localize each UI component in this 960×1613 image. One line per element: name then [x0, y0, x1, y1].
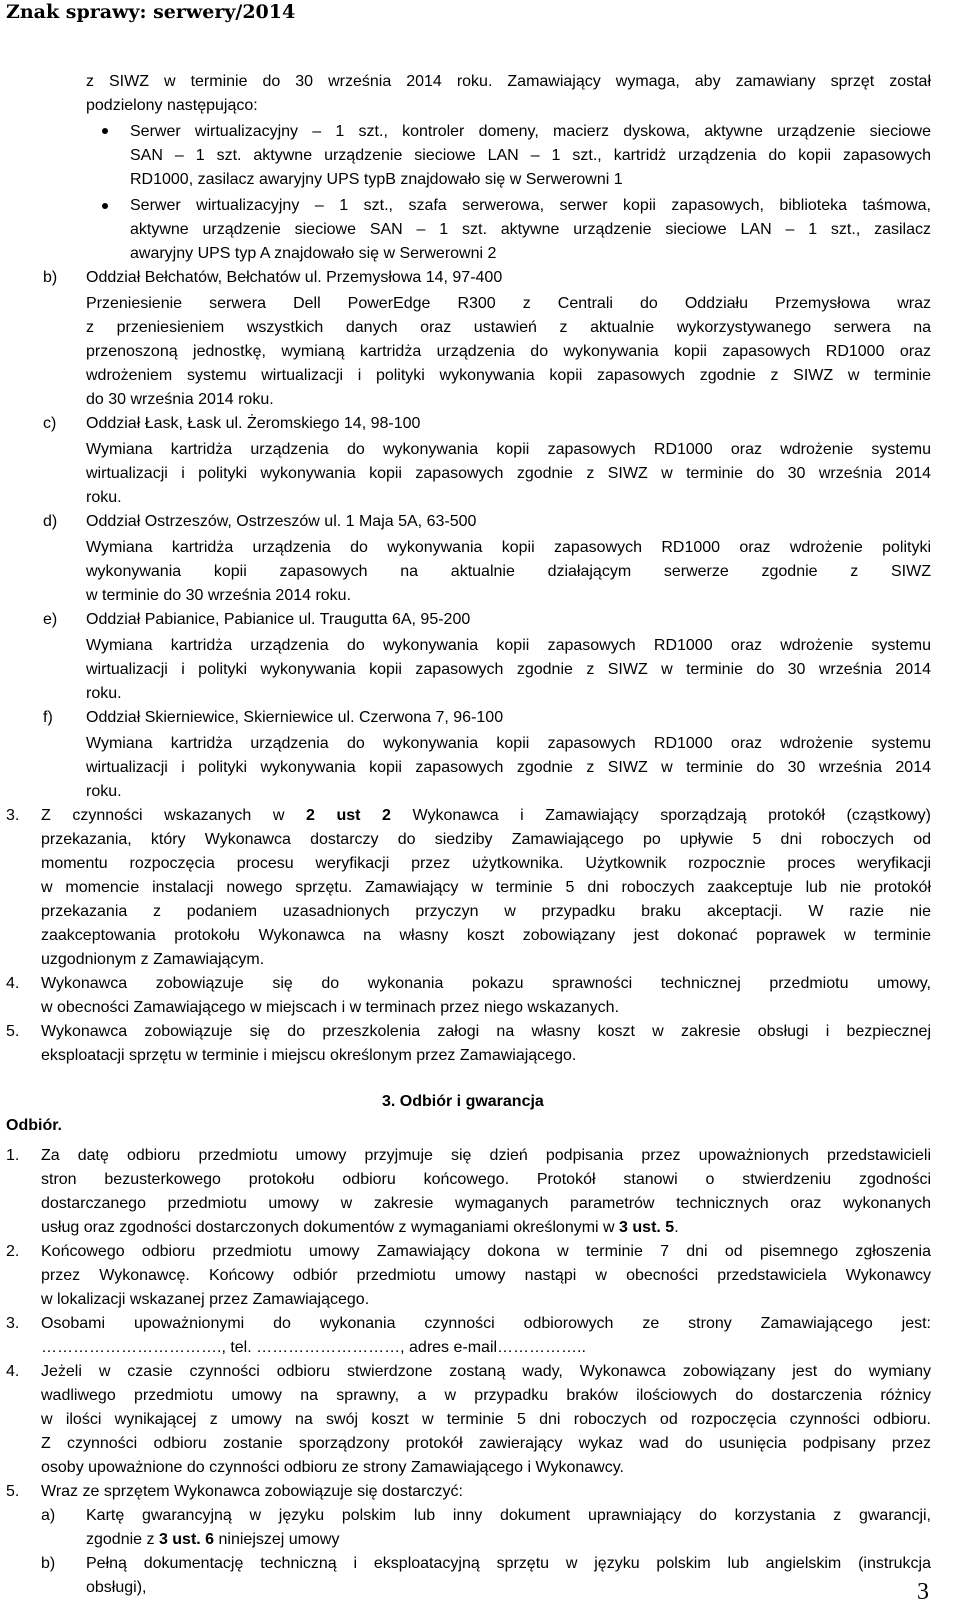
paragraph-line: wirtualizacji i polityki wykonywania kopii zapasowych zgodnie z SIWZ w terminie do 30 września 2014 — [86, 465, 931, 482]
list-number: 4. — [6, 975, 20, 992]
paragraph-line: stron bezusterkowego protokołu odbioru końcowego. Protokół stanowi o stwierdzeniu zgodności — [41, 1171, 931, 1188]
section-reference: 3 ust. 5 — [619, 1219, 675, 1236]
page-number: 3 — [917, 1579, 929, 1605]
bullet-line: aktywne urządzenie sieciowe SAN – 1 szt. aktywne urządzenie sieciowe LAN – 1 szt., zasilacz — [130, 221, 931, 238]
subsection-heading: Odbiór. — [6, 1117, 62, 1134]
paragraph-line: eksploatacji sprzętu w terminie i miejscu określonym przez Zamawiającego. — [41, 1047, 577, 1064]
paragraph-line: przenoszoną jednostkę, wymianą kartridża urządzenia do wykonywania kopii zapasowych RD1000 oraz — [86, 343, 931, 360]
paragraph-line: Wymiana kartridża urządzenia do wykonywania kopii zapasowych RD1000 oraz wdrożenie polityki — [86, 539, 931, 556]
list-number: 2. — [6, 1243, 20, 1260]
list-number: 3. — [6, 1315, 20, 1332]
paragraph-line: uzgodnionym z Zamawiającym. — [41, 951, 265, 968]
list-marker: b) — [43, 269, 58, 286]
paragraph-line: w lokalizacji wskazanej przez Zamawiającego. — [41, 1291, 370, 1308]
paragraph-line: osoby upoważnione do czynności odbioru ze strony Zamawiającego i Wykonawcy. — [41, 1459, 624, 1476]
paragraph-line: obsługi), — [86, 1579, 147, 1596]
paragraph-line: zgodnie z 3 ust. 6 niniejszej umowy — [86, 1531, 340, 1548]
paragraph-line: roku. — [86, 489, 122, 506]
paragraph-line: Wykonawca zobowiązuje się do przeszkolenia załogi na własny koszt w zakresie obsługi i bezpiecznej — [41, 1023, 931, 1040]
bullet-line: SAN – 1 szt. aktywne urządzenie sieciowe LAN – 1 szt., kartridż urządzenia do kopii zapasowych — [130, 147, 931, 164]
paragraph-line: wdrożeniem systemu wirtualizacji i polityki wykonywania kopii zapasowych zgodnie z SIWZ w terminie — [86, 367, 931, 384]
branch-heading: Oddział Skierniewice, Skierniewice ul. Czerwona 7, 96-100 — [86, 709, 504, 726]
bullet-line: RD1000, zasilacz awaryjny UPS typB znajdowało się w Serwerowni 1 — [130, 171, 623, 188]
paragraph-line: dostarczanego przedmiotu umowy w zakresie wymaganych parametrów technicznych oraz wykonanych — [41, 1195, 931, 1212]
bullet-line: Serwer wirtualizacyjny – 1 szt., kontroler domeny, macierz dyskowa, aktywne urządzenie sieciowe — [130, 123, 931, 140]
branch-heading: Oddział Pabianice, Pabianice ul. Traugutta 6A, 95-200 — [86, 611, 471, 628]
list-marker: b) — [41, 1555, 56, 1572]
list-marker: d) — [43, 513, 58, 530]
list-number: 5. — [6, 1023, 20, 1040]
paragraph-line: wirtualizacji i polityki wykonywania kopii zapasowych zgodnie z SIWZ w terminie do 30 września 2014 — [86, 661, 931, 678]
paragraph-line: Wymiana kartridża urządzenia do wykonywania kopii zapasowych RD1000 oraz wdrożenie systemu — [86, 441, 931, 458]
branch-heading: Oddział Bełchatów, Bełchatów ul. Przemysłowa 14, 97-400 — [86, 269, 503, 286]
paragraph-line: podzielony następująco: — [86, 97, 258, 114]
paragraph-line: wykonywania kopii zapasowych na aktualnie działającym serwerze zgodnie z SIWZ — [86, 563, 931, 580]
section-reference: 3 ust. 6 — [158, 1531, 215, 1548]
paragraph-line: Wraz ze sprzętem Wykonawca zobowiązuje się dostarczyć: — [41, 1483, 463, 1500]
branch-heading: Oddział Łask, Łask ul. Żeromskiego 14, 98-100 — [86, 415, 421, 432]
bullet-line: awaryjny UPS typ A znajdowało się w Serwerowni 2 — [130, 245, 497, 262]
list-number: 5. — [6, 1483, 20, 1500]
paragraph-line: Z czynności wskazanych w 2 ust 2 Wykonawca i Zamawiający sporządzają protokół (cząstkowy) — [41, 807, 932, 824]
section-heading: 3. Odbiór i gwarancja — [382, 1093, 544, 1110]
list-marker: c) — [43, 415, 57, 432]
list-marker: e) — [43, 611, 58, 628]
paragraph-line: zaakceptowania protokołu Wykonawca na własny koszt zobowiązany jest dokonać poprawek w terminie — [41, 927, 931, 944]
paragraph-line: wirtualizacji i polityki wykonywania kopii zapasowych zgodnie z SIWZ w terminie do 30 września 2014 — [86, 759, 931, 776]
section-reference: 2 ust 2 — [306, 807, 391, 824]
paragraph-line: wadliwego przedmiotu umowy na sprawny, a w przypadku braków ilościowych do dostarczenia różnicy — [41, 1387, 931, 1404]
paragraph-line: roku. — [86, 685, 122, 702]
paragraph-line: przekazania, który Wykonawca dostarczy do siedziby Zamawiającego po upływie 5 dni roboczych od — [41, 831, 931, 848]
paragraph-line: przekazania z podaniem uzasadnionych przyczyn w przypadku braku akceptacji. W razie nie — [41, 903, 931, 920]
paragraph-line: z przeniesieniem wszystkich danych oraz ustawień z aktualnie wykorzystywanego serwera na — [86, 319, 931, 336]
paragraph-line: ……………………………., tel. ………………………, adres e-mail…………….. — [41, 1339, 586, 1356]
bullet-icon — [102, 203, 108, 209]
paragraph-line: roku. — [86, 783, 122, 800]
paragraph-line: Kartę gwarancyjną w języku polskim lub inny dokument uprawniający do korzystania z gwarancji, — [86, 1507, 931, 1524]
paragraph-line: Osobami upoważnionymi do wykonania czynności odbiorowych ze strony Zamawiającego jest: — [41, 1315, 931, 1332]
list-marker: f) — [43, 709, 53, 726]
branch-heading: Oddział Ostrzeszów, Ostrzeszów ul. 1 Maja 5A, 63-500 — [86, 513, 477, 530]
list-number: 3. — [6, 807, 20, 824]
paragraph-line: Wykonawca zobowiązuje się do wykonania pokazu sprawności technicznej przedmiotu umowy, — [41, 975, 931, 992]
paragraph-line: w momencie instalacji nowego sprzętu. Zamawiający w terminie 5 dni roboczych zaakceptuje lub nie protokół — [41, 879, 931, 896]
paragraph-line: Jeżeli w czasie czynności odbioru stwierdzone zostaną wady, Wykonawca zobowiązany jest do wymiany — [41, 1363, 931, 1380]
list-number: 1. — [6, 1147, 20, 1164]
bullet-icon — [102, 128, 108, 134]
paragraph-line: Wymiana kartridża urządzenia do wykonywania kopii zapasowych RD1000 oraz wdrożenie systemu — [86, 637, 931, 654]
paragraph-line: w terminie do 30 września 2014 roku. — [86, 587, 352, 604]
paragraph-line: do 30 września 2014 roku. — [86, 391, 274, 408]
case-number-header: Znak sprawy: serwery/2014 — [6, 1, 296, 23]
paragraph-line: usług oraz zgodności dostarczonych dokumentów z wymaganiami określonymi w 3 ust. 5. — [41, 1219, 679, 1236]
paragraph-line: Przeniesienie serwera Dell PowerEdge R300 z Centrali do Oddziału Przemysłowa wraz — [86, 295, 931, 312]
paragraph-line: Z czynności odbioru zostanie sporządzony protokół zawierający wykaz wad do usunięcia podpisany przez — [41, 1435, 931, 1452]
paragraph-line: przez Wykonawcę. Końcowy odbiór przedmiotu umowy nastąpi w obecności przedstawiciela Wykonawcy — [41, 1267, 931, 1284]
paragraph-line: w ilości wynikającej z umowy na swój koszt w terminie 5 dni roboczych od rozpoczęcia czynności odbioru. — [41, 1411, 931, 1428]
list-marker: a) — [41, 1507, 56, 1524]
list-number: 4. — [6, 1363, 20, 1380]
paragraph-line: w obecności Zamawiającego w miejscach i w terminach przez niego wskazanych. — [41, 999, 620, 1016]
paragraph-line: Końcowego odbioru przedmiotu umowy Zamawiający dokona w terminie 7 dni od pisemnego zgłoszenia — [41, 1243, 931, 1260]
bullet-line: Serwer wirtualizacyjny – 1 szt., szafa serwerowa, serwer kopii zapasowych, biblioteka taśmowa, — [130, 197, 931, 214]
paragraph-line: z SIWZ w terminie do 30 września 2014 roku. Zamawiający wymaga, aby zamawiany sprzęt został — [86, 73, 931, 90]
paragraph-line: Pełną dokumentację techniczną i eksploatacyjną sprzętu w języku polskim lub angielskim (instrukcja — [86, 1555, 931, 1572]
paragraph-line: Za datę odbioru przedmiotu umowy przyjmuje się dzień podpisania przez upoważnionych przedstawicieli — [41, 1147, 931, 1164]
paragraph-line: Wymiana kartridża urządzenia do wykonywania kopii zapasowych RD1000 oraz wdrożenie systemu — [86, 735, 931, 752]
paragraph-line: momentu rozpoczęcia procesu weryfikacji przez użytkownika. Użytkownik rozpocznie proces weryfikacji — [41, 855, 931, 872]
